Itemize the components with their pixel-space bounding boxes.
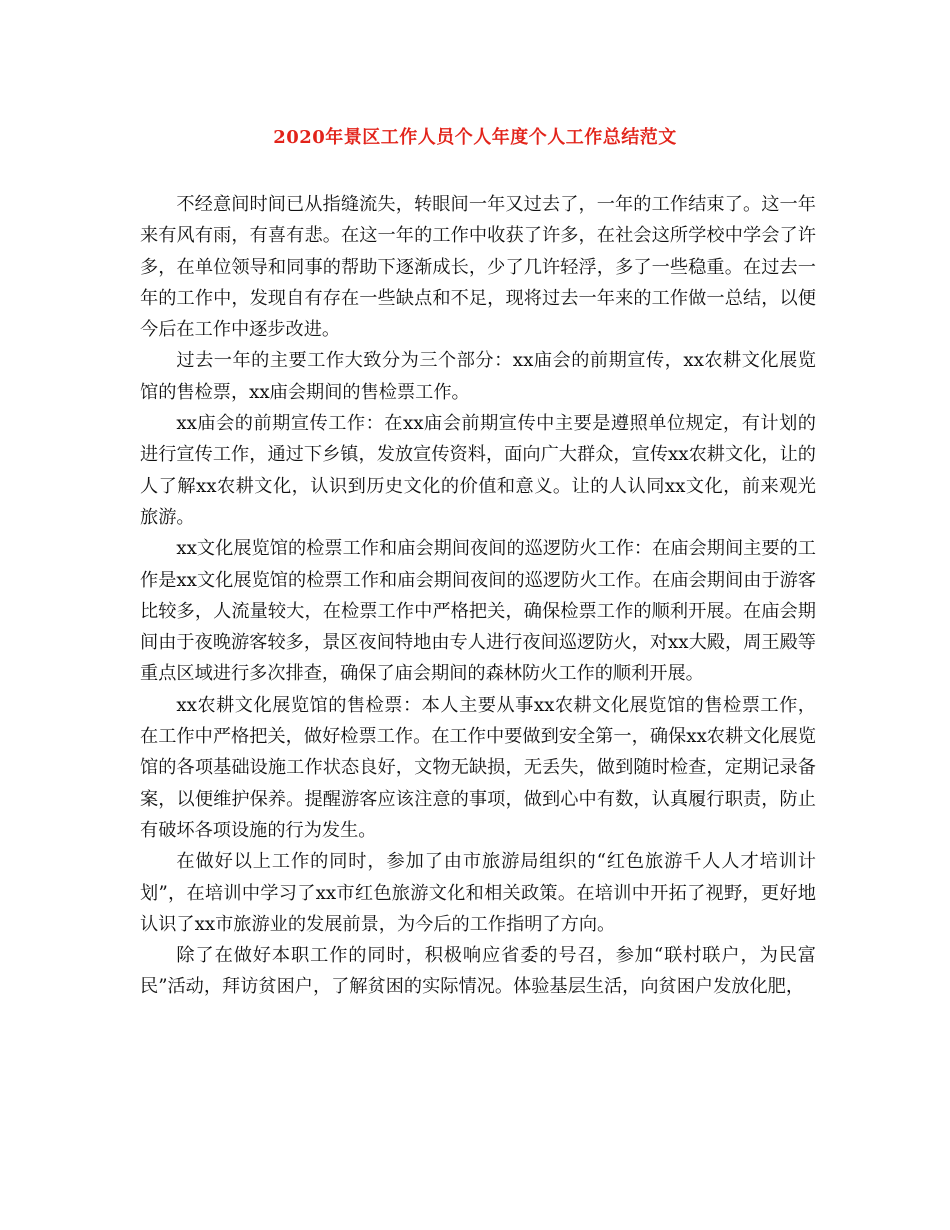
paragraph: 不经意间时间已从指缝流失，转眼间一年又过去了，一年的工作结束了。这一年来有风有雨，有喜有悲。在这一年的工作中收获了许多，在社会这所学校中学会了许多，在单位领导和同事的帮助下逐渐成长，少了几许轻浮，多了一些稳重。在过去一年的工作中，发现自有存在一些缺点和不足，现将过去一年来的工作做一总结，以便今后在工作中逐步改进。 xyxy=(140,194,816,341)
paragraph: xx庙会的前期宣传工作：在xx庙会前期宣传中主要是遵照单位规定，有计划的进行宣传工作，通过下乡镇，发放宣传资料，面向广大群众，宣传xx农耕文化，让的人了解xx农耕文化，认识到历史文化的价值和意义。让的人认同xx文化，前来观光旅游。 xyxy=(140,413,816,528)
document-body xyxy=(140,189,816,1003)
paragraph: 除了在做好本职工作的同时，积极响应省委的号召，参加“联村联户，为民富民”活动，拜访贫困户，了解贫困的实际情况。体验基层生活，向贫困户发放化肥， xyxy=(140,945,816,998)
paragraph: xx农耕文化展览馆的售检票：本人主要从事xx农耕文化展览馆的售检票工作，在工作中严格把关，做好检票工作。在工作中要做到安全第一，确保xx农耕文化展览馆的各项基础设施工作状态良好，文物无缺损，无丢失，做到随时检查，定期记录备案，以便维护保养。提醒游客应该注意的事项，做到心中有数，认真履行职责，防止有破坏各项设施的行为发生。 xyxy=(140,694,816,841)
paragraph: 在做好以上工作的同时，参加了由市旅游局组织的“红色旅游千人人才培训计划”，在培训中学习了xx市红色旅游文化和相关政策。在培训中开拓了视野，更好地认识了xx市旅游业的发展前景，为今后的工作指明了方向。 xyxy=(140,851,816,935)
paragraph: xx文化展览馆的检票工作和庙会期间夜间的巡逻防火工作：在庙会期间主要的工作是xx文化展览馆的检票工作和庙会期间夜间的巡逻防火工作。在庙会期间由于游客比较多，人流量较大，在检票工作中严格把关，确保检票工作的顺利开展。在庙会期间由于夜晚游客较多，景区夜间特地由专人进行夜间巡逻防火，对xx大殿，周王殿等重点区域进行多次排查，确保了庙会期间的森林防火工作的顺利开展。 xyxy=(140,538,816,685)
document-title: 2020年景区工作人员个人年度个人工作总结范文 xyxy=(273,127,677,148)
paragraph: 过去一年的主要工作大致分为三个部分：xx庙会的前期宣传，xx农耕文化展览馆的售检票，xx庙会期间的售检票工作。 xyxy=(140,350,816,403)
